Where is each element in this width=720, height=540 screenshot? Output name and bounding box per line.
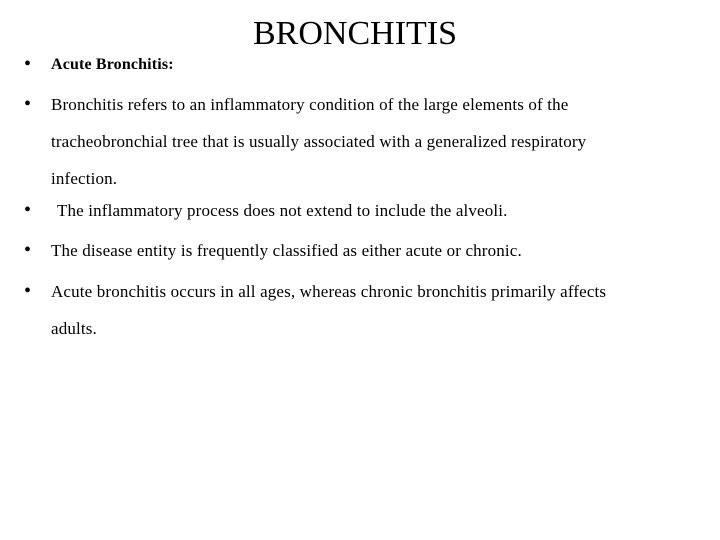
slide-title: BRONCHITIS <box>253 15 458 52</box>
bullet-text: The inflammatory process does not extend to include the alveoli. <box>57 201 508 220</box>
bullet-icon: • <box>24 93 32 115</box>
bullet-text-heading: Acute Bronchitis: <box>51 56 174 73</box>
bullet-text: Bronchitis refers to an inflammatory condition of the large elements of the tracheobronchial tree that is usually associated with a generalized respiratory infection. <box>51 95 587 188</box>
bullet-icon: • <box>24 280 32 302</box>
bullet-icon: • <box>24 199 32 221</box>
bullet-text: Acute bronchitis occurs in all ages, whereas chronic bronchitis primarily affects adults. <box>51 282 607 338</box>
bullet-icon: • <box>24 53 32 75</box>
bullet-icon: • <box>24 239 32 261</box>
bullet-text: The disease entity is frequently classified as either acute or chronic. <box>51 241 522 260</box>
